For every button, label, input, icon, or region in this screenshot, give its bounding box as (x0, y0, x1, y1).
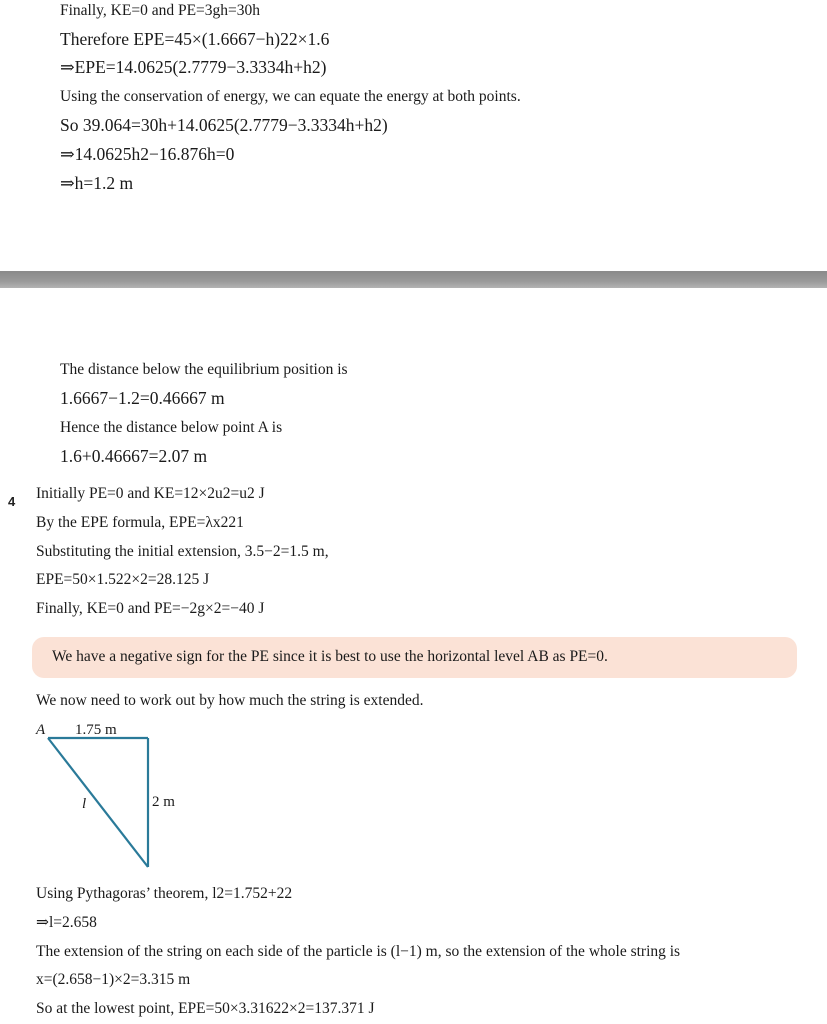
triangle-diagram (30, 716, 190, 876)
note-callout (32, 637, 797, 678)
working-line: EPE=50×1.522×2=28.125 J (36, 571, 210, 588)
diagram-vertex-label: A (36, 722, 46, 738)
working-line: Finally, KE=0 and PE=3gh=30h (60, 2, 261, 19)
working-line: We now need to work out by how much the string is extended. (36, 692, 424, 709)
diagram-hyp-label: l (82, 796, 87, 812)
note-text: We have a negative sign for the PE since it is best to use the horizontal level AB as PE=0. (52, 648, 608, 665)
working-line: The distance below the equilibrium position is (60, 361, 348, 378)
working-line: The extension of the string on each side of the particle is (l−1) m, so the extension of the whole string is (36, 943, 681, 960)
diagram-hypotenuse (48, 738, 148, 867)
working-line: Hence the distance below point A is (60, 419, 283, 436)
working-line: ⇒14.0625h2−16.876h=0 (60, 144, 235, 164)
working-line: So 39.064=30h+14.0625(2.7779−3.3334h+h2) (60, 115, 388, 135)
working-line: x=(2.658−1)×2=3.315 m (36, 971, 191, 988)
page-divider (0, 271, 827, 288)
working-line: Therefore EPE=45×(1.6667−h)22×1.6 (60, 29, 330, 49)
question-number: 4 (8, 494, 16, 509)
working-line: By the EPE formula, EPE=λx221 (36, 514, 244, 531)
working-line: Substituting the initial extension, 3.5−2=1.5 m, (36, 543, 329, 560)
working-line: 1.6+0.46667=2.07 m (60, 446, 208, 466)
working-line: Finally, KE=0 and PE=−2g×2=−40 J (36, 600, 265, 617)
working-line: Using Pythagoras’ theorem, l2=1.752+22 (36, 885, 293, 902)
diagram-top-label: 1.75 m (75, 722, 117, 738)
working-line: ⇒EPE=14.0625(2.7779−3.3334h+h2) (60, 57, 327, 77)
working-line: So at the lowest point, EPE=50×3.31622×2=137.371 J (36, 1000, 375, 1017)
working-line: 1.6667−1.2=0.46667 m (60, 388, 225, 408)
working-line: Initially PE=0 and KE=12×2u2=u2 J (36, 485, 265, 502)
working-line: ⇒h=1.2 m (60, 173, 134, 193)
working-line: Using the conservation of energy, we can equate the energy at both points. (60, 88, 521, 105)
working-line: ⇒l=2.658 (36, 914, 97, 931)
diagram-side-label: 2 m (152, 794, 175, 810)
